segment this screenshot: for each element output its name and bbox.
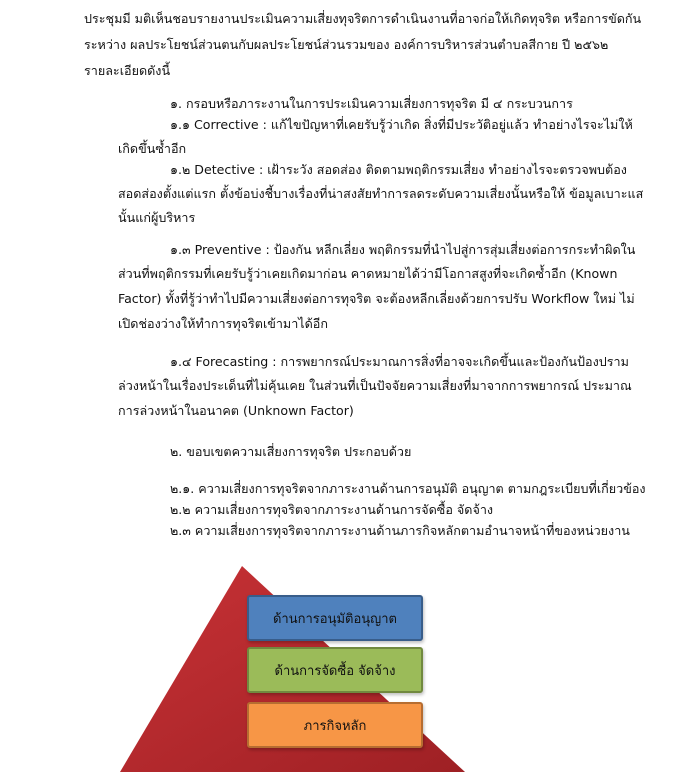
- pyramid-box-procurement: ด้านการจัดซื้อ จัดจ้าง: [247, 647, 423, 693]
- item-preventive-line: ๑.๓ Preventive : ป้องกัน หลีกเลี่ยง พฤติกรรมที่นำไปสู่การสุ่มเสี่ยงต่อการกระทำผิดใน: [170, 242, 636, 257]
- pyramid-box-approval: ด้านการอนุมัติอนุญาต: [247, 595, 423, 641]
- item-detective-line: สอดส่องตั้งแต่แรก ตั้งข้อบ่งชี้บางเรื่องที่น่าสงสัยทำการลดระดับความเสี่ยงนั้นหรือให้ ข้อมูลเบาะแส: [118, 186, 644, 201]
- item-detective-line: นั้นแก่ผู้บริหาร: [118, 210, 196, 225]
- scope-item: ๒.๒ ความเสี่ยงการทุจริตจากภาระงานด้านการจัดซื้อ จัดจ้าง: [170, 502, 494, 517]
- item-detective-line: ๑.๒ Detective : เฝ้าระวัง สอดส่อง ติดตามพฤติกรรมเสี่ยง ทำอย่างไรจะตรวจพบต้อง: [170, 162, 627, 177]
- item-preventive-line: ส่วนที่พฤติกรรมที่เคยรับรู้ว่าเคยเกิดมาก่อน คาดหมายได้ว่ามีโอกาสสูงที่จะเกิดซ้ำอีก (Known: [118, 266, 618, 281]
- item-forecasting-line: ๑.๔ Forecasting : การพยากรณ์ประมาณการสิ่งที่อาจจะเกิดขึ้นและป้องกันป้องปราม: [170, 354, 629, 369]
- section1-heading: ๑. กรอบหรือภาระงานในการประเมินความเสี่ยงการทุจริต มี ๔ กระบวนการ: [170, 96, 573, 111]
- item-forecasting-line: ล่วงหน้าในเรื่องประเด็นที่ไม่คุ้นเคย ในส่วนที่เป็นปัจจัยความเสี่ยงที่มาจากการพยากรณ์ ประมาณ: [118, 378, 632, 393]
- section2-heading: ๒. ขอบเขตความเสี่ยงการทุจริต ประกอบด้วย: [170, 444, 412, 459]
- intro-line: ประชุมมี มติเห็นชอบรายงานประเมินความเสี่ยงทุจริตการดำเนินงานที่อาจก่อให้เกิดทุจริต หรือการขัดกัน: [84, 11, 642, 26]
- item-corrective-line: เกิดขึ้นซ้ำอีก: [118, 141, 187, 156]
- scope-item: ๒.๑. ความเสี่ยงการทุจริตจากภาระงานด้านการอนุมัติ อนุญาต ตามกฎระเบียบที่เกี่ยวข้อง: [170, 481, 646, 496]
- item-forecasting-line: การล่วงหน้าในอนาคต (Unknown Factor): [118, 403, 354, 418]
- pyramid-box-core-mission: ภารกิจหลัก: [247, 702, 423, 748]
- intro-line: รายละเอียดดังนี้: [84, 63, 171, 78]
- item-corrective-line: ๑.๑ Corrective : แก้ไขปัญหาที่เคยรับรู้ว่าเกิด สิ่งที่มีประวัติอยู่แล้ว ทำอย่างไรจะไม่ให้: [170, 117, 633, 132]
- item-preventive-line: เปิดช่องว่างให้ทำการทุจริตเข้ามาได้อีก: [118, 316, 328, 331]
- intro-line: ระหว่าง ผลประโยชน์ส่วนตนกับผลประโยชน์ส่วนรวมของ องค์การบริหารส่วนตำบลสีกาย ปี ๒๕๖๒: [84, 37, 609, 52]
- scope-item: ๒.๓ ความเสี่ยงการทุจริตจากภาระงานด้านภารกิจหลักตามอำนาจหน้าที่ของหน่วยงาน: [170, 523, 630, 538]
- item-preventive-line: Factor) ทั้งที่รู้ว่าทำไปมีความเสี่ยงต่อการทุจริต จะต้องหลีกเลี่ยงด้วยการปรับ Workflow ใหม่ ไม่: [118, 291, 635, 306]
